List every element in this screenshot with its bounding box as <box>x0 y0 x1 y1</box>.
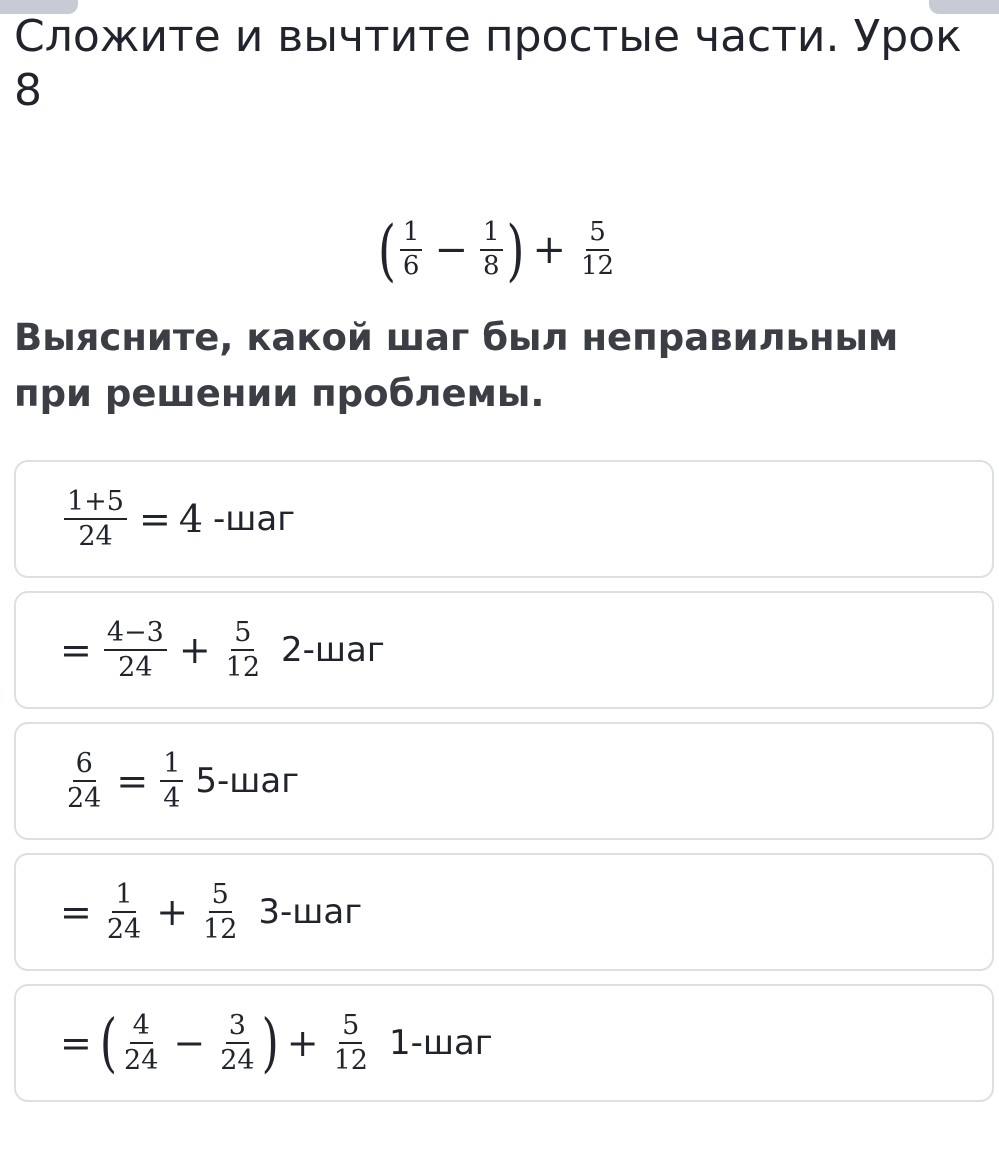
numerator: 5 <box>339 1010 362 1044</box>
equals-sign: = <box>60 1021 92 1065</box>
denominator: 24 <box>67 783 102 814</box>
fraction <box>64 486 127 552</box>
fraction <box>331 1010 371 1076</box>
result-value: 4 <box>178 497 204 541</box>
minus-sign: − <box>434 227 468 273</box>
denominator: 24 <box>78 521 113 552</box>
choice-math <box>60 879 244 945</box>
fraction-five-twelfths <box>578 218 617 282</box>
denominator: 12 <box>203 914 238 945</box>
denominator: 8 <box>482 251 500 281</box>
denominator: 24 <box>124 1045 159 1076</box>
equals-sign: = <box>116 759 149 803</box>
close-paren: ) <box>261 1006 279 1080</box>
denominator: 12 <box>580 251 615 281</box>
denominator: 12 <box>333 1045 368 1076</box>
question-prompt: Выясните, какой шаг был неправильным при решении проблемы. <box>14 316 899 415</box>
denominator: 24 <box>220 1045 255 1076</box>
choice-step-5[interactable] <box>14 722 994 840</box>
fraction <box>217 1010 257 1076</box>
equals-sign: = <box>138 497 171 541</box>
numerator: 1 <box>400 218 423 251</box>
fraction <box>104 617 167 683</box>
equals-sign: = <box>60 628 92 672</box>
numerator: 5 <box>231 617 254 651</box>
numerator: 5 <box>209 879 232 913</box>
numerator: 6 <box>73 748 96 782</box>
choice-step-4[interactable] <box>14 460 994 578</box>
numerator: 4 <box>130 1010 153 1044</box>
step-label: -шаг <box>213 499 296 539</box>
numerator: 1 <box>112 879 135 913</box>
choice-math <box>60 1006 375 1080</box>
numerator: 4−3 <box>104 617 167 651</box>
plus-sign: + <box>286 1021 319 1065</box>
open-paren: ( <box>99 1006 118 1080</box>
choice-step-3[interactable] <box>14 853 994 971</box>
plus-sign: + <box>178 628 211 672</box>
step-label: 1-шаг <box>388 1023 493 1063</box>
choice-math <box>60 486 203 552</box>
plus-sign: + <box>156 890 189 934</box>
numerator: 1 <box>480 218 503 251</box>
minus-sign: − <box>173 1021 206 1065</box>
choice-math <box>60 748 187 814</box>
numerator: 5 <box>586 218 609 251</box>
fraction-one-sixth <box>400 218 423 282</box>
answer-choices <box>14 460 994 1115</box>
fraction <box>104 879 144 945</box>
choice-step-2[interactable] <box>14 591 994 709</box>
fraction <box>64 748 104 814</box>
equals-sign: = <box>60 890 92 934</box>
fraction <box>223 617 263 683</box>
fraction-one-eighth <box>480 218 503 282</box>
denominator: 24 <box>106 914 142 945</box>
numerator: 1 <box>160 748 183 782</box>
step-label: 3-шаг <box>258 892 363 932</box>
open-paren: ( <box>377 210 396 290</box>
denominator: 12 <box>225 652 261 683</box>
choice-math <box>60 617 267 683</box>
denominator: 6 <box>402 251 420 281</box>
problem-expression <box>0 210 999 290</box>
fraction <box>200 879 240 945</box>
numerator: 3 <box>226 1010 249 1044</box>
step-label: 2-шаг <box>281 630 385 670</box>
fraction <box>160 748 183 814</box>
page-title: Сложите и вычтите простые части. Урок 8 <box>14 11 962 116</box>
numerator: 1+5 <box>64 486 127 520</box>
choice-step-1[interactable] <box>14 984 994 1102</box>
expression-math <box>377 210 621 290</box>
fraction <box>121 1010 161 1076</box>
denominator: 4 <box>163 783 181 814</box>
denominator: 24 <box>118 652 153 683</box>
plus-sign: + <box>532 227 566 273</box>
close-paren: ) <box>506 210 525 290</box>
step-label: 5-шаг <box>195 761 300 801</box>
